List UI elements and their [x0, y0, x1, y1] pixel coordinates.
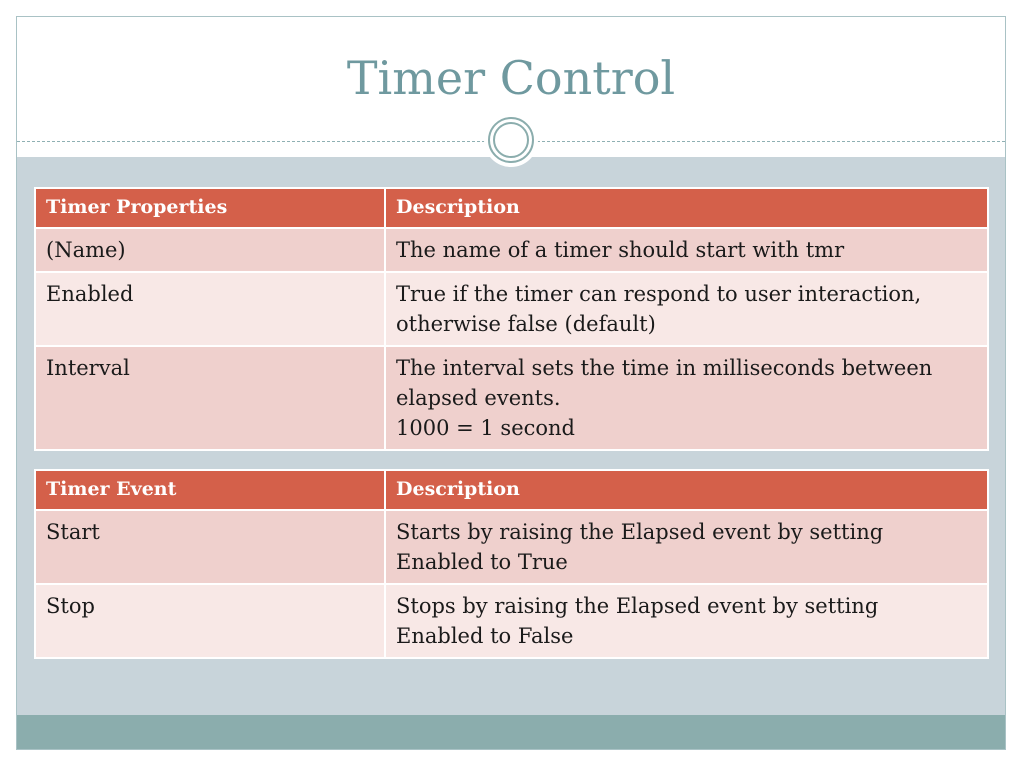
table-header-row [35, 188, 988, 228]
property-description [385, 346, 988, 450]
property-name: Interval [35, 346, 385, 450]
timer-properties-table [34, 187, 989, 451]
column-header-event: Timer Event [35, 470, 385, 510]
table-row [35, 510, 988, 584]
property-description [385, 272, 988, 346]
event-description [385, 510, 988, 584]
table-row [35, 272, 988, 346]
slide-title: Timer Control [346, 51, 676, 105]
table-row [35, 228, 988, 272]
column-header-properties: Timer Properties [35, 188, 385, 228]
description-line: elapsed events. [396, 386, 561, 410]
description-line: The interval sets the time in milliseconds between [396, 356, 933, 380]
description-line: 1000 = 1 second [396, 416, 576, 440]
description-line: Enabled to True [396, 550, 568, 574]
event-name: Stop [35, 584, 385, 658]
property-name: Enabled [35, 272, 385, 346]
column-header-description: Description [385, 188, 988, 228]
description-line: Stops by raising the Elapsed event by setting [396, 594, 879, 618]
event-description [385, 584, 988, 658]
description-line: The name of a timer should start with tmr [396, 238, 845, 262]
timer-events-table [34, 469, 989, 659]
circle-ornament-icon [484, 113, 538, 167]
column-header-description: Description [385, 470, 988, 510]
property-name: (Name) [35, 228, 385, 272]
table-header-row [35, 470, 988, 510]
property-description [385, 228, 988, 272]
table-row [35, 584, 988, 658]
description-line: otherwise false (default) [396, 312, 656, 336]
description-line: Starts by raising the Elapsed event by setting [396, 520, 884, 544]
description-line: Enabled to False [396, 624, 574, 648]
event-name: Start [35, 510, 385, 584]
footer-band [17, 715, 1005, 749]
table-row [35, 346, 988, 450]
slide [16, 16, 1006, 750]
description-line: True if the timer can respond to user interaction, [396, 282, 922, 306]
